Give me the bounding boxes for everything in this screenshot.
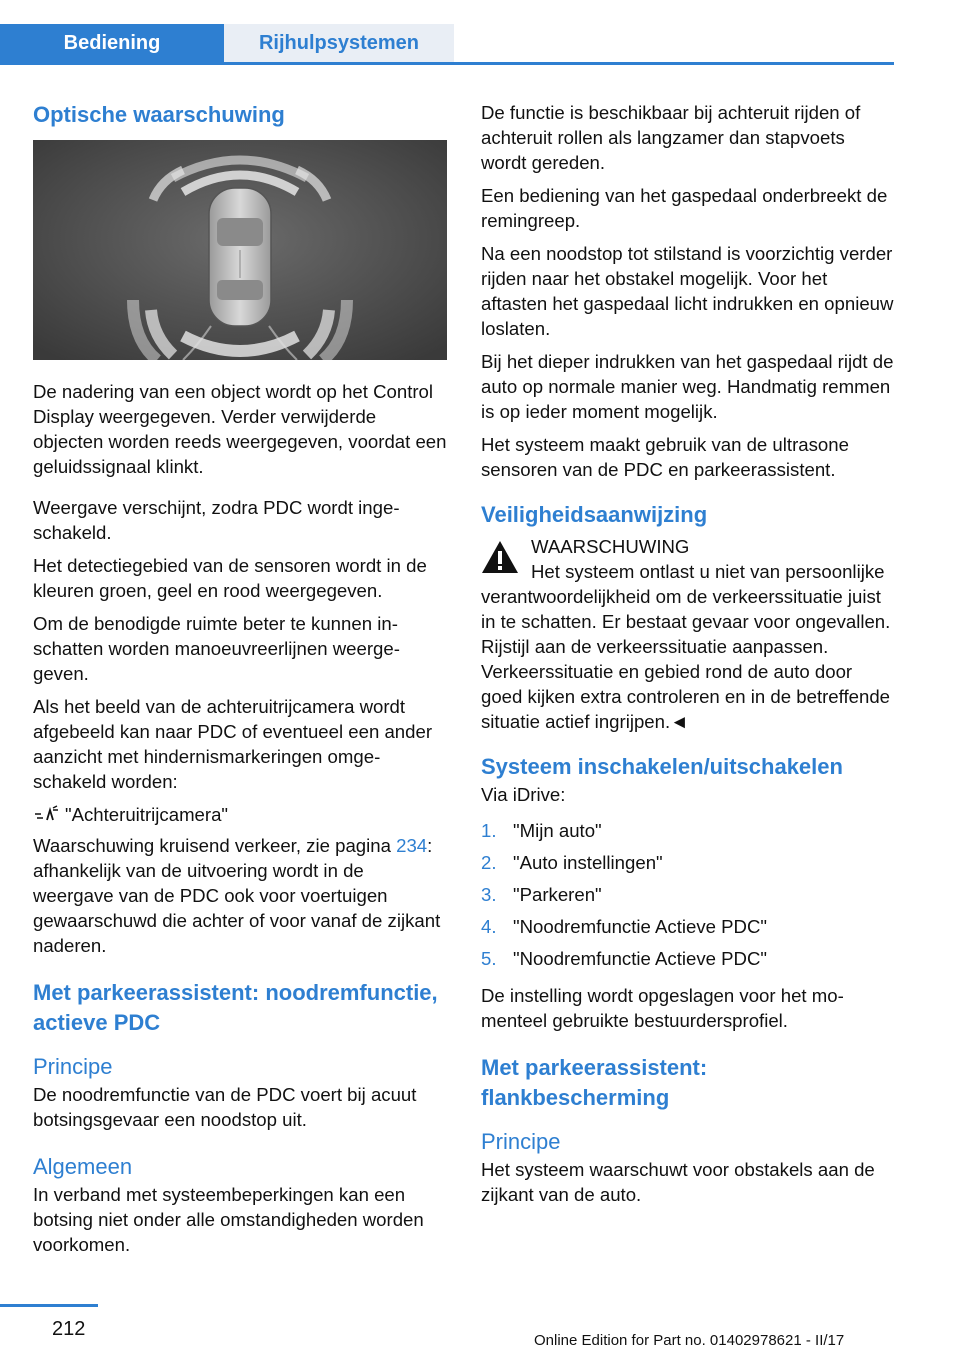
list-item: 1. "Mijn auto" <box>481 820 602 841</box>
left-column <box>33 100 447 1265</box>
idrive-steps <box>481 815 895 975</box>
paragraph: De nadering van een object wordt op het Control Display weergegeven. Verder verwijderde objecten worden reeds weergegeven, voordat een geluidssignaal klinkt. <box>33 381 447 477</box>
page-number: 212 <box>52 1318 86 1340</box>
list-item: 2. "Auto instellingen" <box>481 852 663 873</box>
paragraph: Het systeem maakt gebruik van de ultrasone sensoren van de PDC en parkeerassistent. <box>481 434 849 480</box>
list-item: 4. "Noodremfunctie Actieve PDC" <box>481 916 767 937</box>
pdc-display-figure <box>33 140 447 360</box>
list-item: 5. "Noodremfunctie Actieve PDC" <box>481 948 767 969</box>
paragraph: Bij het dieper indrukken van het gaspedaal rijdt de auto op normale manier weg. Handmatig remmen is op ieder moment mogelijk. <box>481 351 894 422</box>
right-column <box>481 100 895 1215</box>
camera-menu-label: "Achteruitrijcamera" <box>65 804 229 825</box>
paragraph: De functie is beschikbaar bij achteruit rijden of achteruit rollen als langzamer dan stapvoets wordt gereden. <box>481 102 861 173</box>
tab-rijhulpsystemen[interactable]: Rijhulpsystemen <box>224 24 454 62</box>
heading-flank-protection: Met parkeerassistent: flankbescherming <box>481 1055 708 1110</box>
heading-emergency-brake: Met parkeerassistent: noodremfunctie, actieve PDC <box>33 980 438 1035</box>
heading-switch-on-off: Systeem inschakelen/uitschakelen <box>481 754 843 779</box>
list-item: 3. "Parkeren" <box>481 884 602 905</box>
warning-title: WAARSCHUWING <box>531 536 690 557</box>
heading-safety: Veiligheidsaanwijzing <box>481 502 708 527</box>
page-link-234[interactable]: 234 <box>396 835 428 856</box>
footer-divider <box>0 1304 98 1307</box>
edition-note: Online Edition for Part no. 01402978621 - II/17 <box>534 1332 845 1349</box>
subheading-principle: Principe <box>33 1054 113 1079</box>
paragraph: In verband met systeembeperkingen kan een botsing niet onder alle omstandigheden worden voorkomen. <box>33 1184 424 1255</box>
paragraph: Het systeem waarschuwt voor obstakels aan de zijkant van de auto. <box>481 1159 875 1205</box>
paragraph-cross-traffic: Waarschuwing kruisend verkeer, zie pagina 234: afhankelijk van de uitvoering wordt in de weergave van de PDC ook voor voertuigen gewaarschuwd die achter of voor vanaf de zijkant naderen. <box>33 835 441 956</box>
tab-bediening[interactable]: Bediening <box>0 24 224 62</box>
paragraph: Een bediening van het gaspedaal onderbreekt de remingreep. <box>481 185 888 231</box>
rear-camera-icon <box>33 804 59 824</box>
subheading-general: Algemeen <box>33 1154 133 1179</box>
paragraph: Weergave verschijnt, zodra PDC wordt ingeschakeld. <box>33 497 400 543</box>
paragraph: Als het beeld van de achteruitrijcamera wordt afgebeeld kan naar PDC of eventueel een ander aanzicht met hindernismarkeringen omgeschakeld worden: <box>33 696 433 792</box>
paragraph: Het detectiegebied van de sensoren wordt in de kleuren groen, geel en rood weergegeven. <box>33 555 427 601</box>
warning-block <box>481 534 895 734</box>
warning-triangle-icon <box>481 540 519 574</box>
header-tabbar <box>0 24 894 65</box>
heading-optical-warning: Optische waarschuwing <box>33 102 285 127</box>
warning-text: Het systeem ontlast u niet van persoonlijke verantwoordelijkheid om de verkeerssituatie juist in te schatten. Er bestaat gevaar voor ongevallen. Rijstijl aan de verkeerssituatie aanpassen. Verkeerssituatie en gebied rond de auto door goed kijken extra controleren en in de betreffende situatie actief ingrijpen.◄ <box>481 561 891 732</box>
camera-menu-line <box>33 802 447 827</box>
subheading-principle: Principe <box>481 1129 561 1154</box>
via-idrive: Via iDrive: <box>481 784 566 805</box>
paragraph: De instelling wordt opgeslagen voor het momenteel gebruikte bestuurdersprofiel. <box>481 985 844 1031</box>
paragraph: De noodremfunctie van de PDC voert bij acuut botsingsgevaar een noodstop uit. <box>33 1084 417 1130</box>
paragraph: Na een noodstop tot stilstand is voorzichtig verder rijden naar het obstakel mogelijk. Voor het aftasten het gaspedaal licht indrukken en opnieuw loslaten. <box>481 243 894 339</box>
paragraph: Om de benodigde ruimte beter te kunnen inschatten worden manoeuvreerlijnen weergegeven. <box>33 613 400 684</box>
car-top-view <box>209 188 271 326</box>
